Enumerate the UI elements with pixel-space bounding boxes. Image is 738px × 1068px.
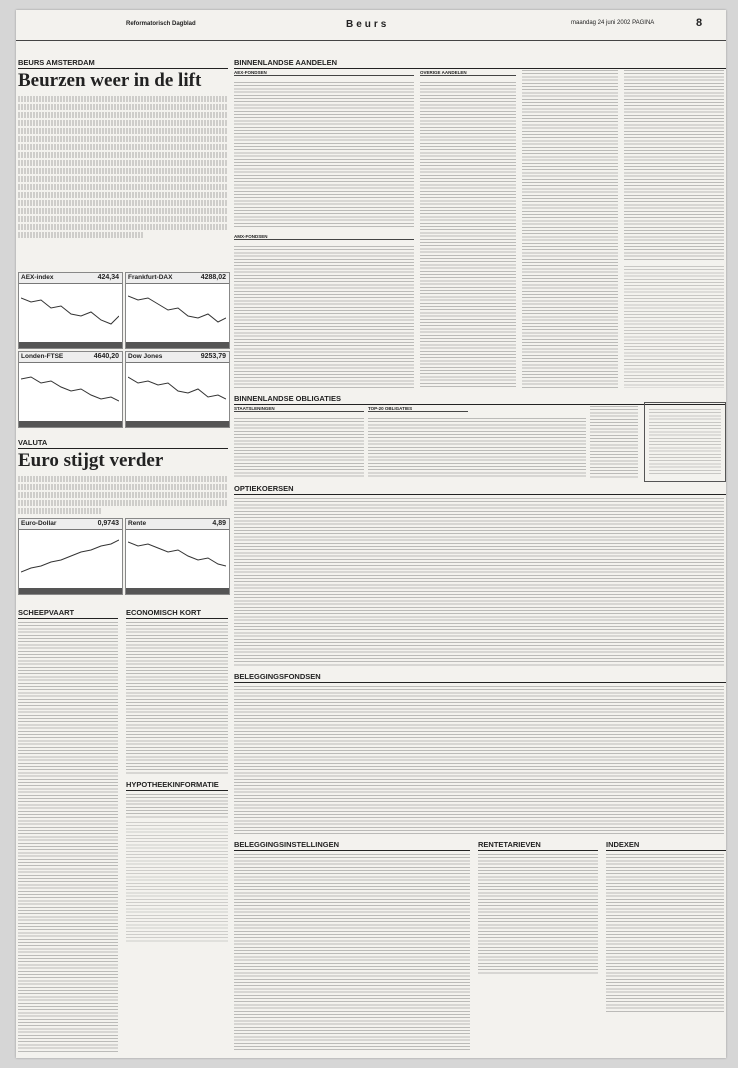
chart-rente <box>125 518 230 595</box>
overige-header: OVERIGE AANDELEN <box>420 70 516 76</box>
chart-title: AEX-index <box>21 274 54 281</box>
chart-value: 0,9743 <box>97 520 119 527</box>
amx-fondsen-header: AMX-FONDSEN <box>234 234 414 240</box>
hypotheek-text <box>126 794 228 818</box>
page-date: maandag 24 juni 2002 PAGINA <box>571 20 655 26</box>
top20-table <box>368 418 586 478</box>
kicker-valuta: VALUTA <box>18 438 228 449</box>
obligaties-extra <box>590 406 638 478</box>
page-number: 8 <box>696 17 703 29</box>
optiekoersen-table <box>234 498 724 666</box>
section-rentetarieven: RENTETARIEVEN <box>478 840 598 851</box>
article-valuta-body <box>18 476 228 516</box>
chart-title: Rente <box>128 520 147 527</box>
top20-header: TOP-20 OBLIGATIES <box>368 406 468 412</box>
economisch-text <box>126 622 228 774</box>
section-instellingen: BELEGGINGSINSTELLINGEN <box>234 840 470 851</box>
newspaper-page <box>16 10 726 1058</box>
chart-aex <box>18 272 123 349</box>
staatslening-header: STAATSLENINGEN <box>234 406 364 412</box>
kicker-beurs: BEURS AMSTERDAM <box>18 58 228 69</box>
page-header <box>16 10 726 41</box>
kicker-economisch: ECONOMISCH KORT <box>126 608 228 619</box>
scheepvaart-text <box>18 622 118 1052</box>
section-obligaties: BINNENLANDSE OBLIGATIES <box>234 394 726 405</box>
chart-title: Frankfurt-DAX <box>128 274 173 281</box>
chart-dax <box>125 272 230 349</box>
chart-title: Londen-FTSE <box>21 353 64 360</box>
headline-euro: Euro stijgt verder <box>18 450 164 471</box>
chart-value: 4640,20 <box>93 353 119 360</box>
staatslening-table <box>234 418 364 478</box>
kicker-scheepvaart: SCHEEPVAART <box>18 608 118 619</box>
chart-value: 424,34 <box>97 274 119 281</box>
section-fondsen: BELEGGINGSFONDSEN <box>234 672 726 683</box>
overige-table-3 <box>624 70 724 260</box>
chart-value: 4288,02 <box>200 274 226 281</box>
section-optiekoersen: OPTIEKOERSEN <box>234 484 726 495</box>
chart-value: 9253,79 <box>200 353 226 360</box>
section-title: Beurs <box>346 19 390 30</box>
amx-fondsen-table <box>234 246 414 388</box>
hypotheek-table <box>126 822 228 942</box>
chart-title: Euro-Dollar <box>21 520 57 527</box>
section-indexen: INDEXEN <box>606 840 726 851</box>
headline-beurzen: Beurzen weer in de lift <box>18 70 202 91</box>
kicker-hypotheek: HYPOTHEEKINFORMATIE <box>126 780 228 791</box>
fondsen-table <box>234 686 724 834</box>
chart-value: 4,89 <box>212 520 226 527</box>
afkortingen-box <box>644 402 726 482</box>
instellingen-table <box>234 854 470 1052</box>
overige-table-2 <box>522 70 618 388</box>
section-aandelen: BINNENLANDSE AANDELEN <box>234 58 726 69</box>
publication-name: Reformatorisch Dagblad <box>126 21 196 27</box>
chart-title: Dow Jones <box>128 353 163 360</box>
chart-ftse <box>18 351 123 428</box>
indexen-table <box>606 854 724 1014</box>
aex-fondsen-table <box>234 82 414 228</box>
overige-table-4 <box>624 266 724 388</box>
aex-fondsen-header: AEX-FONDSEN <box>234 70 414 76</box>
overige-table-1 <box>420 82 516 388</box>
article-beurs-body <box>18 96 228 240</box>
chart-dow <box>125 351 230 428</box>
chart-euro-dollar <box>18 518 123 595</box>
rentetarieven-table <box>478 854 598 974</box>
